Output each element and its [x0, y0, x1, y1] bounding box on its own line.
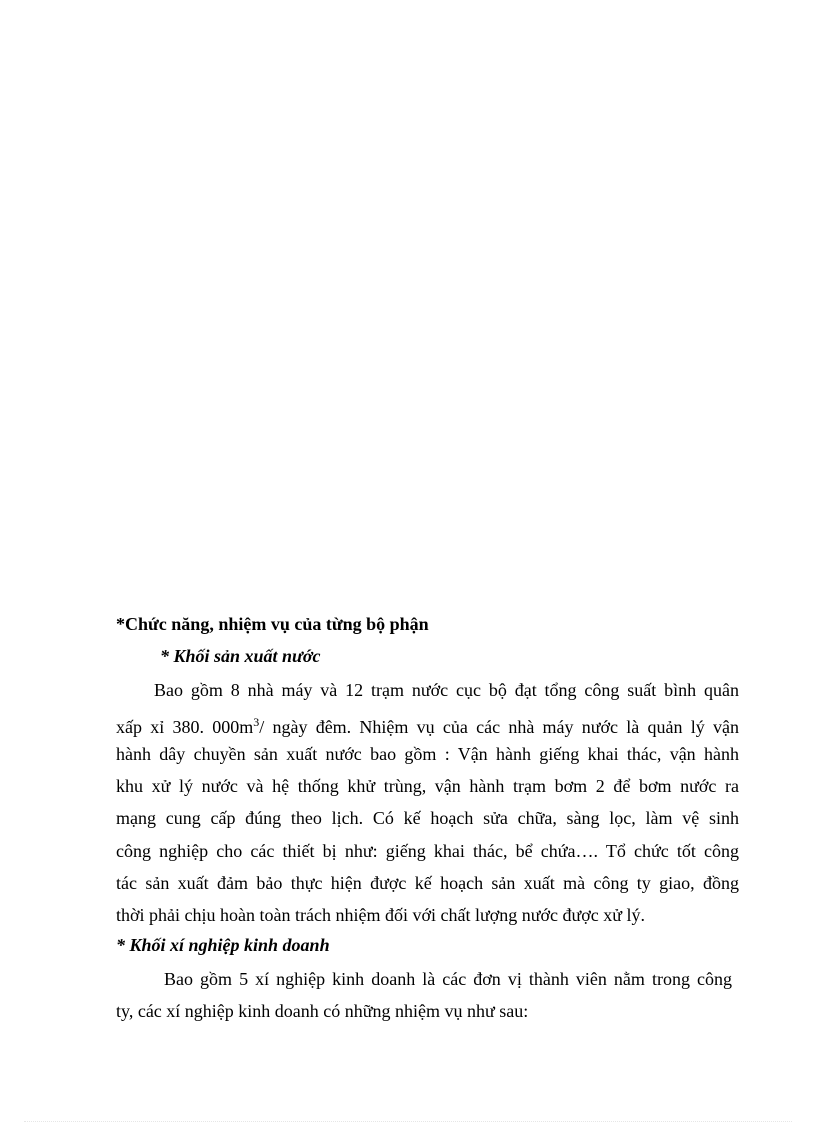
paragraph-line: mạng cung cấp đúng theo lịch. Có kế hoạch sửa chữa, sàng lọc, làm vệ sinh [116, 808, 739, 828]
paragraph-line: ty, các xí nghiệp kinh doanh có những nhiệm vụ như sau: [116, 1001, 529, 1021]
subheading-water-production: * Khối sản xuất nước [160, 646, 321, 666]
paragraph-line: Bao gồm 5 xí nghiệp kinh doanh là các đơn vị thành viên nằm trong công [164, 969, 732, 989]
subheading-business-enterprises: * Khối xí nghiệp kinh doanh [116, 935, 330, 955]
paragraph-line: khu xử lý nước và hệ thống khử trùng, vận hành trạm bơm 2 để bơm nước ra [116, 776, 739, 796]
paragraph-line: thời phải chịu hoàn toàn trách nhiệm đối với chất lượng nước được xử lý. [116, 905, 646, 925]
paragraph-line: công nghiệp cho các thiết bị như: giếng khai thác, bể chứa…. Tổ chức tốt công [116, 841, 739, 861]
section-heading: *Chức năng, nhiệm vụ của từng bộ phận [116, 614, 429, 634]
paragraph-line: xấp xỉ 380. $000m^3/$ ngày đêm. Nhiệm vụ của các nhà máy nước là quản lý vận [116, 715, 739, 737]
page-bottom-border [24, 1121, 792, 1122]
superscript-3: 3 [253, 715, 260, 729]
paragraph-line: Bao gồm 8 nhà máy và 12 trạm nước cục bộ đạt tổng công suất bình quân [154, 680, 739, 700]
paragraph-line: tác sản xuất đảm bảo thực hiện được kế hoạch sản xuất mà công ty giao, đồng [116, 873, 739, 893]
paragraph-line: hành dây chuyền sản xuất nước bao gồm : Vận hành giếng khai thác, vận hành [116, 744, 739, 764]
